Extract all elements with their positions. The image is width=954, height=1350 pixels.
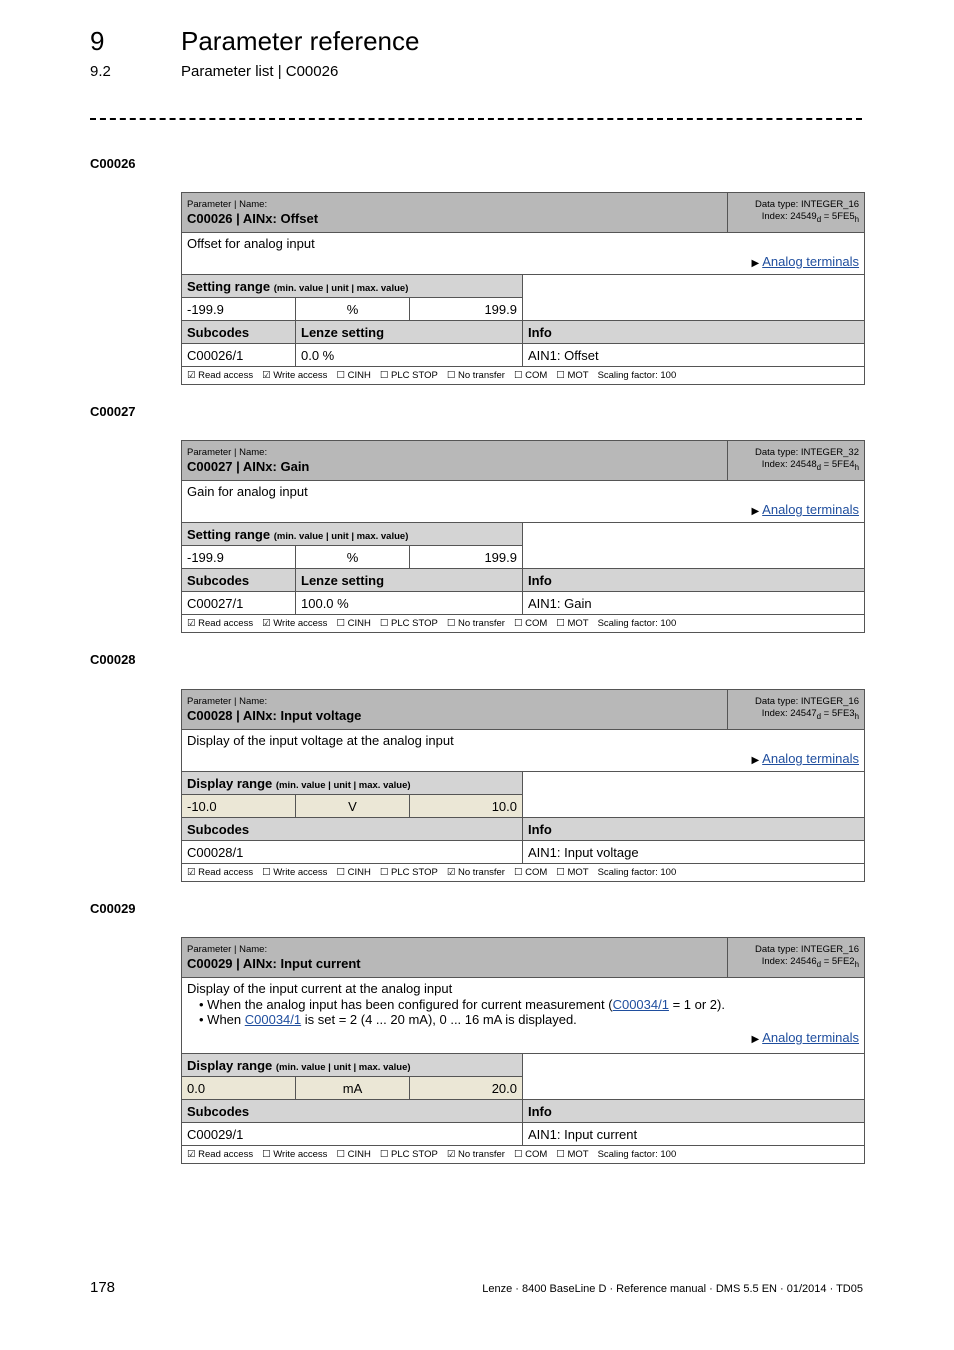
cross-reference: [187, 254, 859, 269]
param-heading: C00029: [90, 901, 136, 916]
col-subcodes: Subcodes: [182, 321, 296, 344]
description-cell: [182, 481, 865, 523]
param-name-cell: [182, 441, 728, 481]
analog-terminals-link[interactable]: Analog terminals: [762, 751, 859, 766]
bullet-item: • When C00034/1 is set = 2 (4 ... 20 mA), 0 ... 16 mA is displayed.: [199, 1012, 859, 1027]
param-name: C00027 | AINx: Gain: [187, 459, 310, 474]
analog-terminals-link[interactable]: Analog terminals: [762, 1030, 860, 1045]
param-index: Index: $24549_d = 5FE5_h$: [761, 211, 860, 224]
range-min: -10.0: [182, 795, 296, 818]
info-value: AIN1: Input voltage: [523, 841, 865, 864]
range-min: -199.9: [182, 546, 296, 569]
range-header: Display range (min. value | unit | max. value): [182, 1054, 523, 1077]
range-max: 199.9: [410, 298, 523, 321]
range-max: 10.0: [410, 795, 523, 818]
lenze-setting-value: 100.0 %: [296, 592, 523, 615]
info-value: AIN1: Input current: [523, 1123, 865, 1146]
col-lenze-setting: Lenze setting: [296, 321, 523, 344]
analog-terminals-link[interactable]: Analog terminals: [762, 502, 859, 517]
param-name: C00029 | AINx: Input current: [187, 956, 361, 971]
col-info: Info: [523, 569, 865, 592]
param-table-c00027: [181, 440, 865, 633]
chapter-number: 9: [90, 26, 105, 56]
param-table-c00028: [181, 689, 865, 882]
data-type: Data type: INTEGER_16: [754, 944, 860, 956]
param-name: C00028 | AINx: Input voltage: [187, 708, 362, 723]
description-bullets: [199, 997, 859, 1027]
range-unit: %: [296, 298, 410, 321]
description-cell: [182, 730, 865, 772]
access-flags: ☑ Read access ☐ Write access ☐ CINH ☐ PLC STOP ☑ No transfer ☐ COM ☐ MOT Scaling factor: 100: [182, 1146, 865, 1164]
param-heading: C00026: [90, 156, 136, 171]
range-header: Setting range (min. value | unit | max. value): [182, 523, 523, 546]
param-name-caption: Parameter | Name:: [187, 199, 268, 210]
param-table-c00029: [181, 937, 865, 1164]
cross-reference: [187, 751, 859, 766]
range-min: 0.0: [182, 1077, 296, 1100]
param-description: Display of the input voltage at the analog input: [187, 733, 454, 748]
description-cell: [182, 978, 865, 1054]
lenze-setting-value: 0.0 %: [296, 344, 523, 367]
range-header: Display range (min. value | unit | max. value): [182, 772, 523, 795]
param-index: Index: $24546_d = 5FE2_h$: [761, 956, 860, 969]
col-subcodes: Subcodes: [182, 818, 523, 841]
subcode-value: C00028/1: [182, 841, 523, 864]
col-lenze-setting: Lenze setting: [296, 569, 523, 592]
info-value: AIN1: Gain: [523, 592, 865, 615]
param-heading: C00027: [90, 404, 136, 419]
param-name-caption: Parameter | Name:: [187, 696, 268, 707]
arrow-right-icon: ▶: [751, 755, 760, 766]
data-type-cell: [728, 441, 865, 481]
range-unit: V: [296, 795, 410, 818]
c00034-link[interactable]: C00034/1: [244, 1012, 302, 1027]
param-name-cell: [182, 938, 728, 978]
param-index: Index: $24547_d = 5FE3_h$: [761, 708, 859, 721]
range-min: -199.9: [182, 298, 296, 321]
section-title: Parameter list | C00026: [181, 63, 339, 80]
analog-terminals-link[interactable]: Analog terminals: [762, 254, 860, 269]
param-description: Display of the input current at the analog input: [187, 981, 453, 996]
data-type: Data type: INTEGER_16: [755, 199, 860, 211]
param-heading: C00028: [90, 652, 136, 667]
document-info: Lenze · 8400 BaseLine D · Reference manual · DMS 5.5 EN · 01/2014 · TD05: [482, 1283, 863, 1295]
subcode-value: C00026/1: [182, 344, 296, 367]
access-flags: ☑ Read access ☑ Write access ☐ CINH ☐ PLC STOP ☐ No transfer ☐ COM ☐ MOT Scaling factor: 100: [182, 367, 865, 385]
data-type: Data type: INTEGER_32: [754, 447, 859, 459]
cross-reference: [187, 502, 859, 517]
range-unit: mA: [296, 1077, 410, 1100]
param-description: Gain for analog input: [187, 484, 308, 499]
col-info: Info: [523, 818, 865, 841]
param-name-cell: [182, 690, 728, 730]
data-type: Data type: INTEGER_16: [754, 696, 859, 708]
data-type-cell: [728, 193, 865, 233]
col-subcodes: Subcodes: [182, 569, 296, 592]
param-description: Offset for analog input: [187, 236, 315, 251]
range-max: 20.0: [410, 1077, 523, 1100]
access-flags: ☑ Read access ☐ Write access ☐ CINH ☐ PLC STOP ☑ No transfer ☐ COM ☐ MOT Scaling factor: 100: [182, 864, 865, 882]
info-value: AIN1: Offset: [523, 344, 865, 367]
col-subcodes: Subcodes: [182, 1100, 523, 1123]
param-table-c00026: [181, 192, 865, 385]
range-max: 199.9: [410, 546, 523, 569]
param-name-cell: [182, 193, 728, 233]
range-unit: %: [296, 546, 410, 569]
arrow-right-icon: ▶: [751, 258, 760, 269]
subcode-value: C00027/1: [182, 592, 296, 615]
chapter-title: Parameter reference: [181, 26, 420, 56]
param-name-caption: Parameter | Name:: [187, 944, 268, 955]
data-type-cell: [728, 690, 865, 730]
param-index: Index: $24548_d = 5FE4_h$: [761, 459, 859, 472]
page-number: 178: [90, 1279, 116, 1296]
bullet-item: • When the analog input has been configured for current measurement (C00034/1 = 1 or 2).: [199, 997, 859, 1012]
c00034-link[interactable]: C00034/1: [612, 997, 669, 1012]
section-number: 9.2: [90, 63, 111, 80]
dashed-divider: [90, 118, 862, 120]
description-cell: [182, 233, 865, 275]
data-type-cell: [728, 938, 865, 978]
col-info: Info: [523, 1100, 865, 1123]
range-header: Setting range (min. value | unit | max. value): [182, 275, 523, 298]
col-info: Info: [523, 321, 865, 344]
cross-reference: [187, 1030, 859, 1045]
arrow-right-icon: ▶: [751, 1034, 760, 1045]
arrow-right-icon: ▶: [751, 506, 760, 517]
param-name: C00026 | AINx: Offset: [187, 211, 319, 226]
subcode-value: C00029/1: [182, 1123, 523, 1146]
access-flags: ☑ Read access ☑ Write access ☐ CINH ☐ PLC STOP ☐ No transfer ☐ COM ☐ MOT Scaling factor: 100: [182, 615, 865, 633]
param-name-caption: Parameter | Name:: [187, 447, 268, 458]
